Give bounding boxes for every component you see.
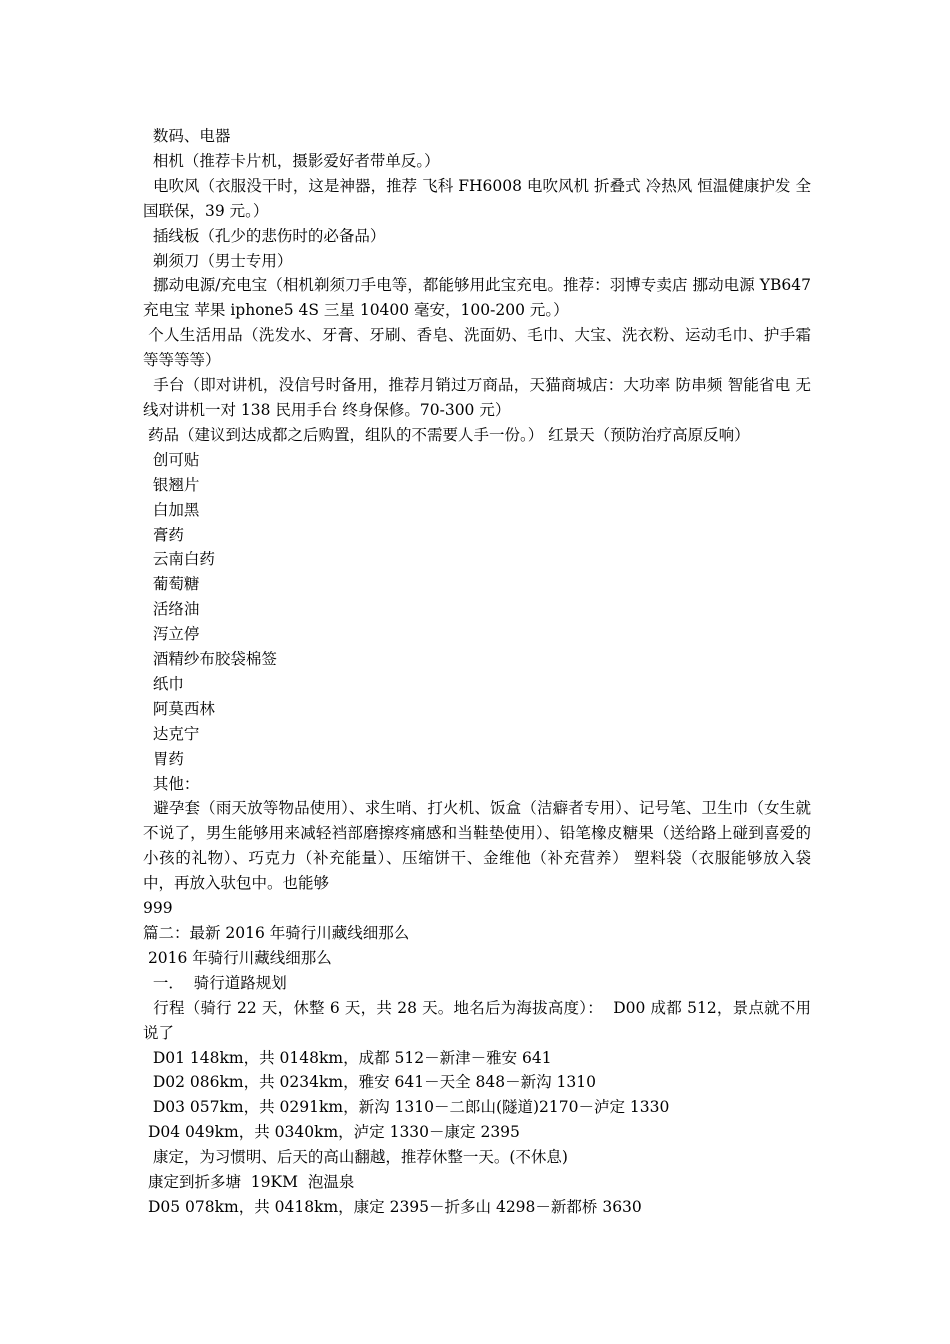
text-line: 避孕套（雨天放等物品使用）、求生哨、打火机、饭盒（洁癖者专用）、记号笔、卫生巾（女生就不说了，男生能够用来减轻裆部磨擦疼痛感和当鞋垫使用）、铅笔橡皮糖果（送给路上碰到喜爱的小孩的礼物）、巧克力（补充能量）、压缩饼干、金维他（补充营养） 塑料袋（衣服能够放入袋中，再放入驮包中。也能够 xyxy=(143,799,811,893)
text-line: 数码、电器 xyxy=(143,127,231,145)
text-line: 插线板（孔少的悲伤时的必备品） xyxy=(143,226,386,245)
text-line: D02 086km，共 0234km，雅安 641－天全 848－新沟 1310 xyxy=(143,1073,596,1092)
text-line: 白加黑 xyxy=(143,500,200,519)
text-line: D05 078km，共 0418km，康定 2395－折多山 4298－新都桥 3630 xyxy=(143,1197,642,1216)
text-line: 挪动电源/充电宝（相机剃须刀手电等，都能够用此宝充电。推荐：羽博专卖店 挪动电源 YB647 充电宝 苹果 iphone5 4S 三星 10400 毫安，100-200 元。） xyxy=(143,276,816,320)
text-line: D01 148km，共 0148km，成都 512－新津－雅安 641 xyxy=(143,1048,552,1067)
text-line: 银翘片 xyxy=(143,475,200,494)
text-line: D04 049km，共 0340km，泸定 1330－康定 2395 xyxy=(143,1123,520,1142)
text-line: 一． 骑行道路规划 xyxy=(143,973,287,992)
text-line: 2016 年骑行川藏线细那么 xyxy=(143,948,332,967)
text-line: 电吹风（衣服没干时，这是神器，推荐 飞科 FH6008 电吹风机 折叠式 冷热风 恒温健康护发 全国联保，39 元。） xyxy=(143,176,811,220)
text-line: 泻立停 xyxy=(143,625,200,644)
text-line: 胃药 xyxy=(143,749,184,768)
text-line: 篇二：最新 2016 年骑行川藏线细那么 xyxy=(143,924,410,942)
text-line: 行程（骑行 22 天，休整 6 天，共 28 天。地名后为海拔高度）： D00 成都 512，景点就不用说了 xyxy=(143,998,811,1042)
text-line: 云南白药 xyxy=(143,550,215,569)
text-line: 药品（建议到达成都之后购置，组队的不需要人手一份。） 红景天（预防治疗高原反响） xyxy=(143,425,750,444)
text-line: 膏药 xyxy=(143,525,184,544)
text-line: 个人生活用品（洗发水、牙膏、牙刷、香皂、洗面奶、毛巾、大宝、洗衣粉、运动毛巾、护手霜等等等等） xyxy=(143,326,811,370)
text-line: 创可贴 xyxy=(143,450,200,469)
text-line: 酒精纱布胶袋棉签 xyxy=(143,650,277,669)
document-body xyxy=(143,124,816,1220)
text-line: 康定，为习惯明、后天的高山翻越，推荐休整一天。(不休息) xyxy=(143,1148,568,1167)
text-line: 纸巾 xyxy=(143,674,184,693)
text-line: 阿莫西林 xyxy=(143,699,215,718)
text-line: 康定到折多塘 19KM 泡温泉 xyxy=(143,1173,355,1192)
text-line: 其他： xyxy=(143,774,200,793)
text-line: D03 057km，共 0291km，新沟 1310－二郎山(隧道)2170－泸定 1330 xyxy=(143,1098,670,1117)
text-line: 活络油 xyxy=(143,600,200,619)
text-line: 葡萄糖 xyxy=(143,575,200,594)
text-line: 999 xyxy=(143,899,173,918)
text-line: 相机（推荐卡片机，摄影爱好者带单反。） xyxy=(143,151,440,170)
text-line: 达克宁 xyxy=(143,724,200,743)
text-line: 剃须刀（男士专用） xyxy=(143,251,293,270)
text-line: 手台（即对讲机，没信号时备用，推荐月销过万商品，天猫商城店：大功率 防串频 智能省电 无线对讲机一对 138 民用手台 终身保修。70-300 元） xyxy=(143,376,811,419)
